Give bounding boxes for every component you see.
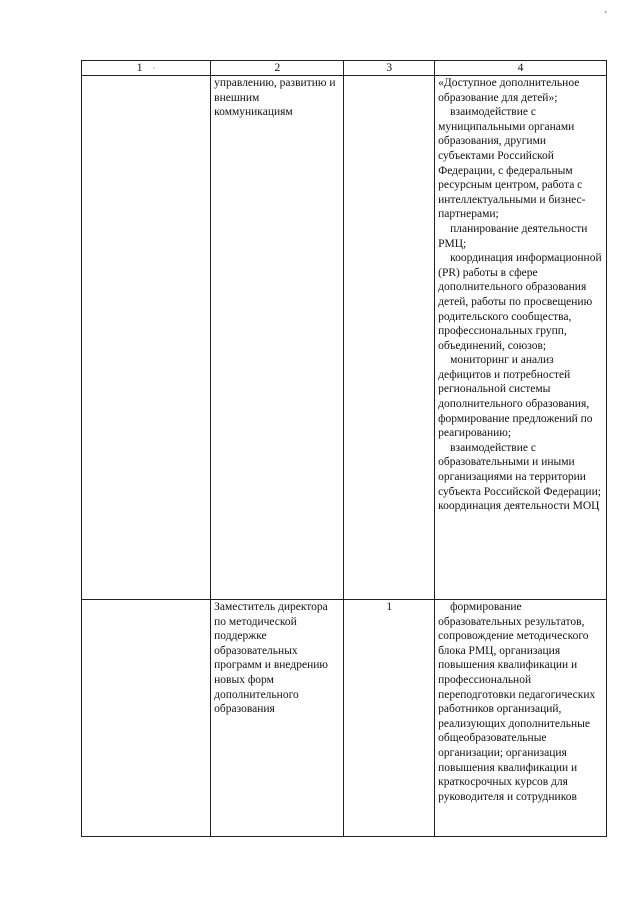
duty-item-5: взаимодействие с образовательными и иными организациями на территории субъекта Российской Федерации;	[438, 441, 601, 498]
header-col-4: 4	[435, 61, 607, 76]
duty-item-4: мониторинг и анализ дефицитов и потребностей региональной системы дополнительного образования, формирование предложений по реагированию;	[438, 354, 593, 440]
page-mark: '	[605, 10, 607, 21]
row2-duties-text: формирование образовательных результатов, сопровождение методического блока РМЦ, организация повышения квалификации и профессиональной переподготовки педагогических работников организаций, реализующих дополнительные общеобразовательные организации; организация повышения квалификации и краткосрочных курсов для руководителя и сотрудников	[438, 601, 596, 803]
row1-position	[211, 76, 344, 600]
header-col-1-label: 1	[136, 62, 143, 74]
header-col-2: 2	[211, 61, 344, 76]
header-col-1	[82, 61, 211, 76]
row1-duties	[435, 76, 607, 600]
table-row	[82, 76, 607, 600]
duty-item-3: координация информационной (PR) работы в сфере дополнительного образования детей, работы по просвещению родительского сообщества, профессиональных групп, объединений, союзов;	[438, 252, 602, 352]
row2-duties	[435, 600, 607, 837]
row2-col1	[82, 600, 211, 837]
duty-item-1: взаимодействие с муниципальными органами образования, другими субъектами Российской Федерации, с федеральным ресурсным центром, работа с интеллектуальными и бизнес-партнерами;	[438, 106, 586, 221]
table-header-row	[82, 61, 607, 76]
row2-count: 1	[344, 600, 435, 837]
header-col-3: 3	[344, 61, 435, 76]
row1-position-text: управлению, развитию и внешним коммуникациям	[214, 77, 336, 119]
table-row	[82, 600, 607, 837]
staff-table	[81, 60, 607, 837]
header-col-1-mark: ·	[152, 63, 156, 73]
duty-item-0: «Доступное дополнительное образование для детей»;	[438, 77, 580, 104]
row1-col1	[82, 76, 211, 600]
row1-count	[344, 76, 435, 600]
row2-position-text: Заместитель директора по методической поддержке образовательных программ и внедрению новых форм дополнительного образования	[214, 601, 328, 716]
duty-item-6: координация деятельности МОЦ	[438, 500, 600, 513]
duty-item-2: планирование деятельности РМЦ;	[438, 222, 588, 250]
row2-position	[211, 600, 344, 837]
